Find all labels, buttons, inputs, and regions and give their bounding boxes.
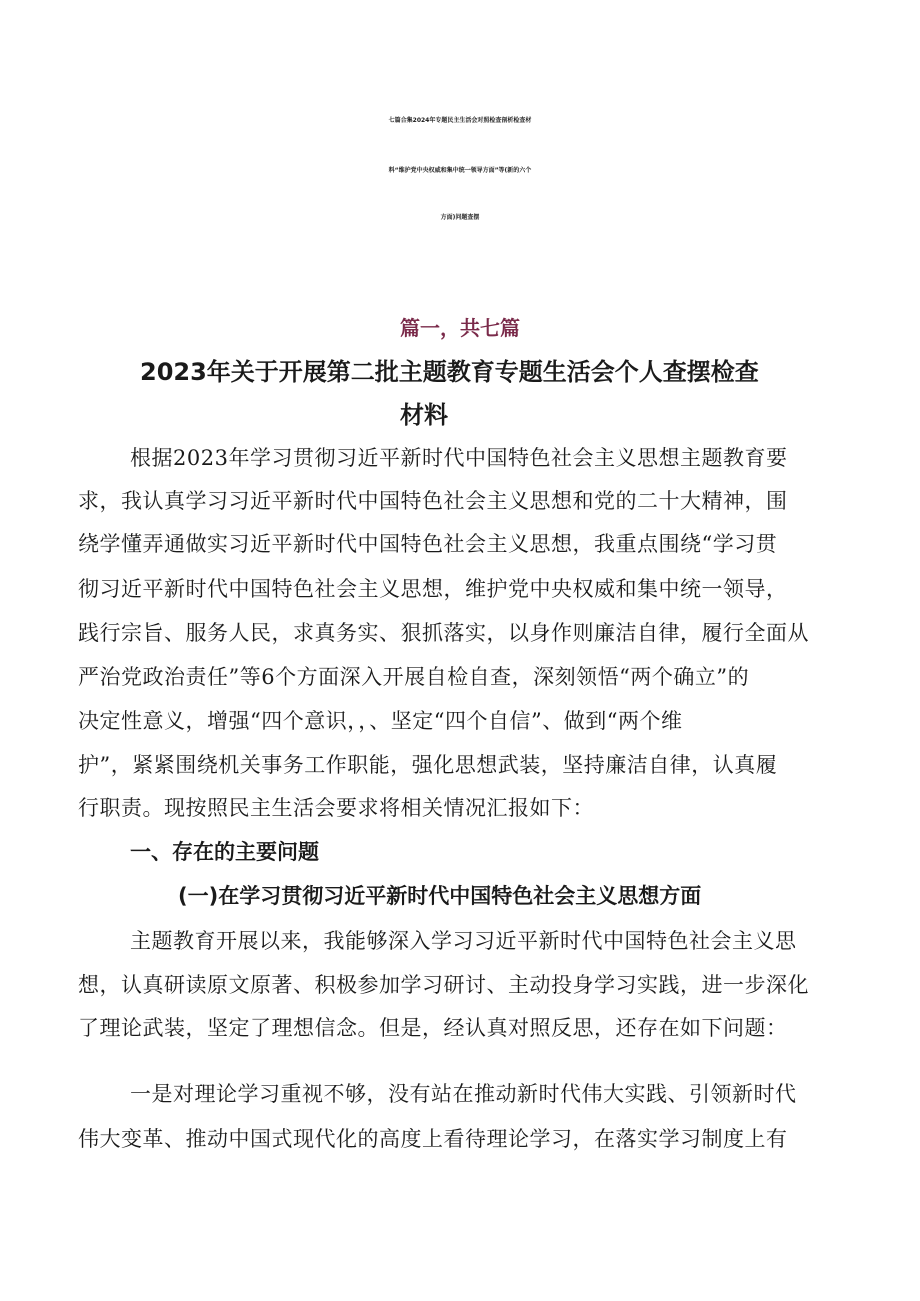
subtitle-line-2: 材料 bbox=[400, 401, 448, 429]
paragraph-1-line: 护”，紧紧围绕机关事务工作职能，强化思想武装，坚持廉洁自律，认真履 bbox=[78, 753, 778, 777]
subsection-heading: (一)在学习贯彻习近平新时代中国特色社会主义思想方面 bbox=[178, 884, 702, 908]
paragraph-1-line: 绕学懂弄通做实习近平新时代中国特色社会主义思想，我重点围绕“学习贯 bbox=[78, 532, 778, 556]
subtitle-line-1: 2023年关于开展第二批主题教育专题生活会个人查摆检查 bbox=[140, 358, 759, 386]
paragraph-3-line: 一是对理论学习重视不够，没有站在推动新时代伟大实践、引领新时代 bbox=[130, 1082, 797, 1106]
document-title-line-1: 七篇合集2024年专题民主生活会对照检查剖析检查材 bbox=[388, 117, 532, 124]
part-label: 篇一，共七篇 bbox=[400, 316, 520, 340]
paragraph-2-line: 想，认真研读原文原著、积极参加学习研讨、主动投身学习实践，进一步深化 bbox=[78, 973, 809, 997]
document-title-line-2: 料“维护党中央权威和集中统一领导方面”等(新的六个 bbox=[388, 167, 532, 174]
paragraph-1-line: 决定性意义，增强“四个意识，，、坚定“四个自信”、做到“两个维 bbox=[78, 709, 683, 733]
paragraph-1-line: 根据2023年学习贯彻习近平新时代中国特色社会主义思想主题教育要 bbox=[130, 446, 788, 470]
paragraph-2-line: 主题教育开展以来，我能够深入学习习近平新时代中国特色社会主义思 bbox=[130, 929, 797, 953]
section-heading: 一、存在的主要问题 bbox=[130, 840, 319, 864]
paragraph-3-line: 伟大变革、推动中国式现代化的高度上看待理论学习，在落实学习制度上有 bbox=[78, 1127, 788, 1151]
paragraph-2-line: 了理论武装，坚定了理想信念。但是，经认真对照反思，还存在如下问题： bbox=[78, 1016, 788, 1040]
paragraph-1-line: 践行宗旨、服务人民，求真务实、狠抓落实，以身作则廉洁自律，履行全面从 bbox=[78, 621, 809, 645]
document-title-line-3: 方面)问题查摆 bbox=[440, 214, 480, 221]
paragraph-1-line: 求，我认真学习习近平新时代中国特色社会主义思想和党的二十大精神，围 bbox=[78, 489, 788, 513]
paragraph-1-line: 严治党政治责任”等6个方面深入开展自检自查，深刻领悟“两个确立”的 bbox=[78, 665, 750, 689]
paragraph-1-line: 彻习近平新时代中国特色社会主义思想，维护党中央权威和集中统一领导， bbox=[78, 577, 788, 601]
paragraph-1-line: 行职责。现按照民主生活会要求将相关情况汇报如下： bbox=[78, 796, 594, 820]
